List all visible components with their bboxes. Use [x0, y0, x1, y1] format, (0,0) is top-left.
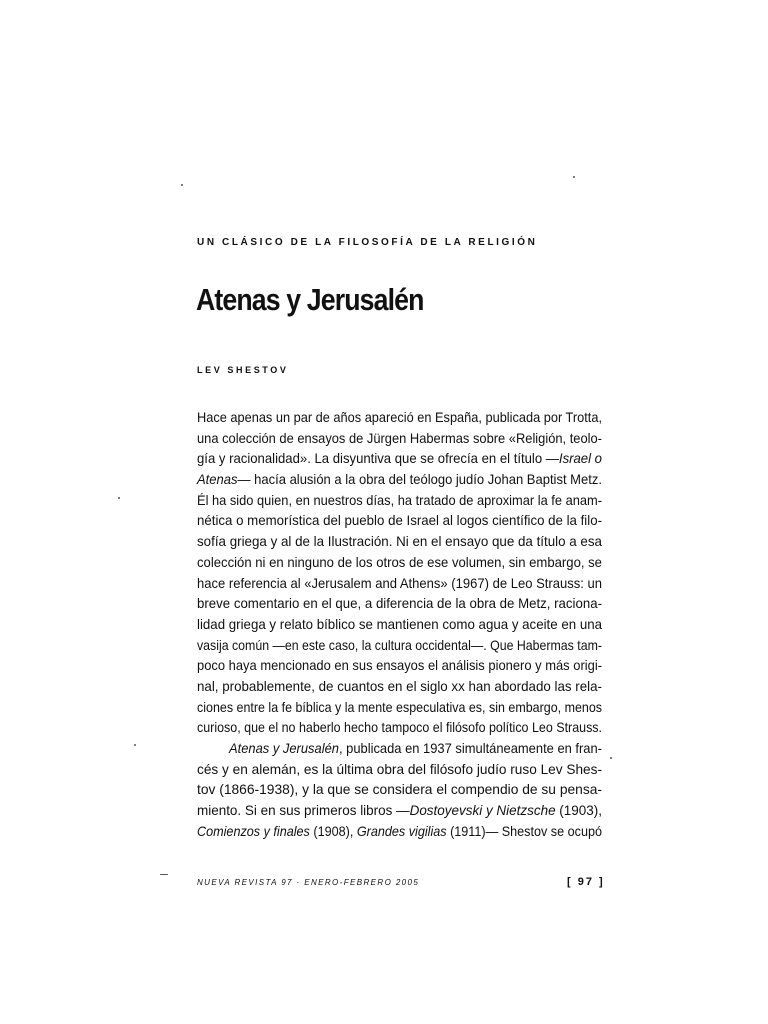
scan-speck — [610, 757, 612, 759]
text-segment: miento. Si en sus primeros libros — — [197, 802, 410, 819]
body-line — [197, 717, 602, 738]
text-segment: Él ha sido quien, en nuestros días, ha tratado de aproximar la fe anam- — [197, 491, 602, 508]
text-segment: (1911)— Shestov se ocupó — [446, 822, 602, 839]
body-line-text — [197, 717, 602, 738]
body-line-text — [197, 510, 602, 531]
italic-text: Comienzos y finales — [197, 822, 310, 839]
text-segment: lidad griega y relato bíblico se mantienen como agua y aceite en una — [197, 615, 603, 632]
text-segment: nal, probablemente, de cuantos en el siglo xx han abordado las rela- — [197, 677, 602, 694]
article-author: LEV SHESTOV — [197, 365, 289, 375]
text-segment: cés y en alemán, es la última obra del filósofo judío ruso Lev Shes- — [197, 760, 603, 777]
body-line — [197, 469, 602, 490]
body-line — [197, 779, 602, 800]
body-line-text — [197, 490, 602, 511]
body-line — [197, 573, 602, 594]
body-line-text — [197, 469, 602, 490]
body-line — [197, 676, 602, 697]
italic-text: Israel o — [558, 450, 602, 467]
body-line-text — [197, 407, 602, 428]
body-line-text — [197, 614, 602, 635]
body-line-text — [197, 697, 602, 718]
italic-text: Atenas — [197, 471, 238, 488]
body-line-text — [197, 428, 602, 449]
body-line-text — [197, 821, 602, 842]
body-line — [197, 552, 602, 573]
body-line — [197, 759, 602, 780]
text-segment: hace referencia al «Jerusalem and Athens» (1967) de Leo Strauss: un — [197, 574, 602, 591]
scan-speck — [118, 497, 120, 499]
body-line-text — [197, 779, 602, 800]
body-line-text — [197, 552, 602, 573]
text-segment: breve comentario en el que, a diferencia de la obra de Metz, raciona- — [197, 595, 603, 612]
body-line — [197, 821, 602, 842]
body-line-text — [197, 593, 602, 614]
body-line-text — [197, 531, 602, 552]
text-segment: una colección de ensayos de Jürgen Habermas sobre «Religión, teolo- — [197, 429, 602, 446]
body-line-text — [197, 759, 602, 780]
body-line — [197, 800, 602, 821]
scan-speck — [160, 874, 168, 875]
body-line-text — [197, 800, 602, 821]
scan-speck — [573, 176, 575, 178]
section-kicker: UN CLÁSICO DE LA FILOSOFÍA DE LA RELIGIÓN — [197, 237, 538, 248]
page-number: [ 97 ] — [567, 876, 605, 888]
body-line — [197, 614, 602, 635]
text-segment: curioso, que el no haberlo hecho tampoco el filósofo político Leo Strauss. — [197, 719, 603, 736]
text-segment: (1908), — [309, 822, 357, 839]
body-line — [197, 490, 602, 511]
text-segment: — hacía alusión a la obra del teólogo judío Johan Baptist Metz. — [237, 471, 602, 488]
body-line — [197, 510, 602, 531]
text-segment: ciones entre la fe bíblica y la mente especulativa es, sin embargo, menos — [197, 698, 603, 715]
body-line-text — [197, 676, 602, 697]
article-body — [197, 407, 602, 841]
text-segment: (1903), — [555, 802, 602, 819]
body-line-text — [197, 448, 602, 469]
italic-text: Dostoyevski y Nietzsche — [409, 802, 556, 819]
body-line — [197, 448, 602, 469]
body-line — [197, 593, 602, 614]
footer-journal: NUEVA REVISTA 97 · ENERO-FEBRERO 2005 — [197, 878, 420, 887]
body-line — [197, 655, 602, 676]
article-title: Atenas y Jerusalén — [196, 282, 424, 317]
text-segment: , publicada en 1937 simultáneamente en fran- — [338, 740, 602, 756]
text-segment: nética o memorística del pueblo de Israel al logos científico de la filo- — [197, 512, 603, 529]
italic-text: Grandes vigilias — [356, 822, 447, 839]
text-segment: gía y racionalidad». La disyuntiva que se ofrecía en el título — — [197, 450, 559, 467]
body-line — [197, 407, 602, 428]
text-segment: vasija común —en este caso, la cultura occidental—. Que Habermas tam- — [197, 636, 602, 653]
text-segment: poco haya mencionado en sus ensayos el análisis pionero y más origi- — [197, 657, 603, 674]
text-segment: tov (1866-1938), y la que se considera el compendio de su pensa- — [197, 781, 603, 798]
body-line-text — [197, 573, 602, 594]
scan-speck — [134, 744, 136, 746]
text-segment: colección ni en ninguno de los otros de ese volumen, sin embargo, se — [197, 553, 602, 570]
body-line-text — [197, 655, 602, 676]
italic-text: Atenas y Jerusalén — [229, 740, 339, 756]
scan-speck — [181, 184, 183, 186]
body-line — [197, 635, 602, 656]
body-line — [197, 531, 602, 552]
body-line — [197, 428, 602, 449]
body-line — [197, 738, 602, 759]
body-line — [197, 697, 602, 718]
text-segment: sofía griega y al de la Ilustración. Ni en el ensayo que da título a esa — [197, 533, 602, 550]
body-line-text — [229, 738, 602, 759]
body-line-text — [197, 635, 602, 656]
text-segment: Hace apenas un par de años apareció en España, publicada por Trotta, — [197, 409, 602, 425]
